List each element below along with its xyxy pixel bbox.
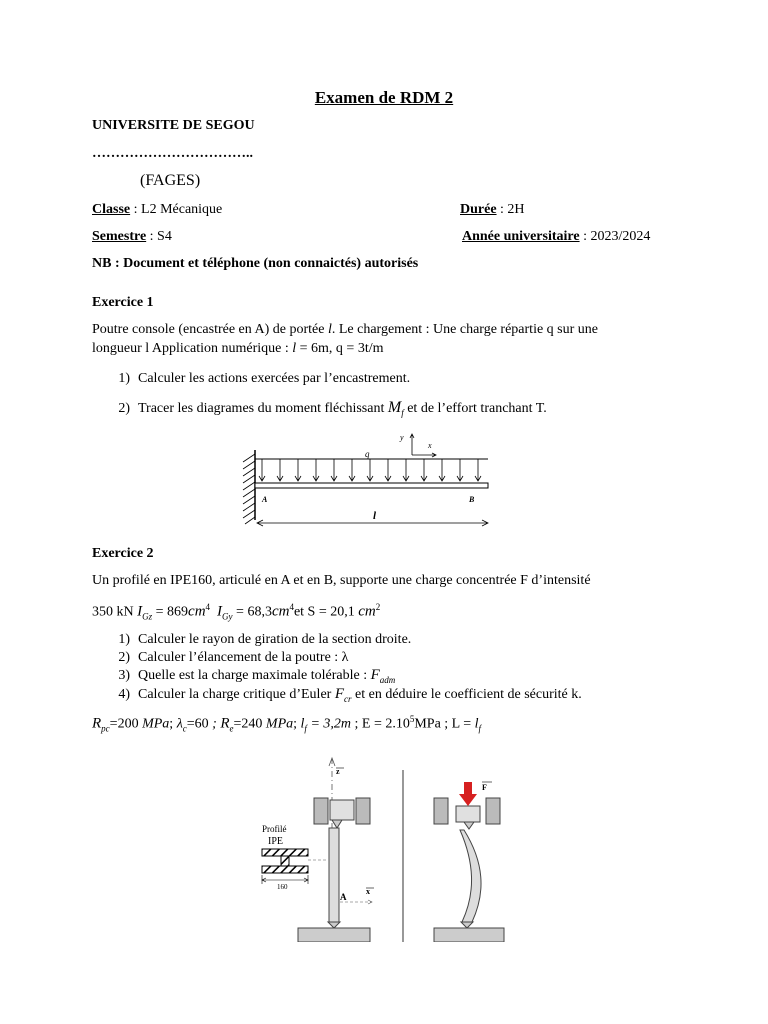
span-l-label: l xyxy=(373,510,377,522)
semester-value: : S4 xyxy=(146,229,172,244)
top-guide-left-buckled xyxy=(434,798,448,824)
ipe-column xyxy=(329,828,339,922)
force-arrow-shaft xyxy=(464,782,472,796)
section-dimension-arrow xyxy=(262,878,308,882)
class-line xyxy=(92,202,222,218)
point-b-label: B xyxy=(469,495,475,504)
ex2-data-line: $R_{pc}=200$ MPa; $\lambda_c=60$ ; $R_e=240$ MPa; $l_f = 3,2m$ ; $E = 2.10^5MPa$ ; $L = l_f$ xyxy=(92,714,482,734)
section-dimension-label: 160 xyxy=(277,883,288,891)
ex2-question-3: 3) Quelle est la charge maximale tolérable : $F_{adm}$ xyxy=(118,667,396,685)
ipe-top-flange xyxy=(262,849,308,856)
ex2-properties-line: 350 kN $I_{Gz} = 869cm^4$ $I_{Gy} = 68,3cm^4et$ S = 20,1 $cm^2$ xyxy=(92,602,381,622)
point-a-label: A xyxy=(262,495,268,504)
left-base-plate xyxy=(298,928,370,942)
profile-label: Profilé xyxy=(262,824,287,834)
nb-note: NB : Document et téléphone (non connaictés) autorisés xyxy=(92,256,419,271)
bottom-pin xyxy=(328,922,340,928)
ex2-question-4: 4) Calculer la charge critique d’Euler $F_{cr}$ et en déduire le coefficient de sécurité k. xyxy=(118,686,582,704)
right-base-plate xyxy=(434,928,504,942)
point-a-label-fig2: A xyxy=(340,892,347,902)
cantilever-beam-figure xyxy=(234,428,496,532)
force-arrow-head xyxy=(459,794,477,806)
ex1-question-2: 2) Tracer les diagrames du moment fléchissant $M_f$ et de l’effort tranchant T. xyxy=(118,399,547,418)
ipe-bottom-flange xyxy=(262,866,308,873)
ipe-label: IPE xyxy=(268,836,283,847)
duration-value: : 2H xyxy=(496,202,525,217)
ex2-title: Exercice 2 xyxy=(92,546,154,561)
top-loading-block xyxy=(330,800,354,820)
faculty-name: (FAGES) xyxy=(140,172,201,189)
year-value: : 2023/2024 xyxy=(579,229,651,244)
beam xyxy=(255,483,488,488)
f-vector-label: F xyxy=(482,783,487,792)
university-name: UNIVERSITE DE SEGOU xyxy=(92,118,255,133)
page-title: Examen de RDM 2 xyxy=(314,88,454,107)
ex1-title: Exercice 1 xyxy=(92,295,154,310)
class-label: Classe xyxy=(92,202,131,217)
semester-label: Semestre xyxy=(92,229,147,244)
undeformed-column-group xyxy=(262,758,374,942)
column-buckling-figure xyxy=(248,752,538,942)
year-label: Année universitaire xyxy=(462,229,580,244)
distributed-load-arrows xyxy=(259,459,481,481)
y-axis-label: y xyxy=(400,433,404,442)
ex2-question-1: 1) Calculer le rayon de giration de la section droite. xyxy=(118,632,412,647)
top-guide-left xyxy=(314,798,328,824)
top-guide-right-buckled xyxy=(486,798,500,824)
axis-system xyxy=(410,434,436,457)
buckled-column-group xyxy=(434,782,504,942)
wall-hatching xyxy=(243,454,255,524)
x-axis-label: x xyxy=(428,441,432,450)
ex1-statement-line1: Poutre console (encastrée en A) de portée l. Le chargement : Une charge répartie q sur une xyxy=(92,322,599,337)
semester-line xyxy=(92,229,172,245)
ex2-statement-line1: Un profilé en IPE160, articulé en A et en B, supporte une charge concentrée F d’intensité xyxy=(92,573,591,588)
top-loading-block-buckled xyxy=(456,806,480,822)
year-line xyxy=(462,229,650,245)
ex2-question-2: 2) Calculer l’élancement de la poutre : λ xyxy=(118,650,349,665)
ex1-question-1: 1) Calculer les actions exercées par l’encastrement. xyxy=(118,371,411,386)
ex1-statement-line2: longueur l Application numérique : l = 6m, q = 3t/m xyxy=(92,341,384,356)
buckled-ipe-column xyxy=(460,830,481,922)
z-vector-label: z xyxy=(336,767,340,776)
class-value: : L2 Mécanique xyxy=(130,202,223,217)
x-vector-label: x xyxy=(366,887,370,896)
top-pin xyxy=(332,820,342,828)
top-guide-right xyxy=(356,798,370,824)
dots-line: …………………………….. xyxy=(92,146,253,161)
duration-label: Durée xyxy=(460,202,497,217)
ipe-web xyxy=(281,856,289,866)
duration-line xyxy=(460,202,525,218)
load-q-label: q xyxy=(365,449,370,459)
